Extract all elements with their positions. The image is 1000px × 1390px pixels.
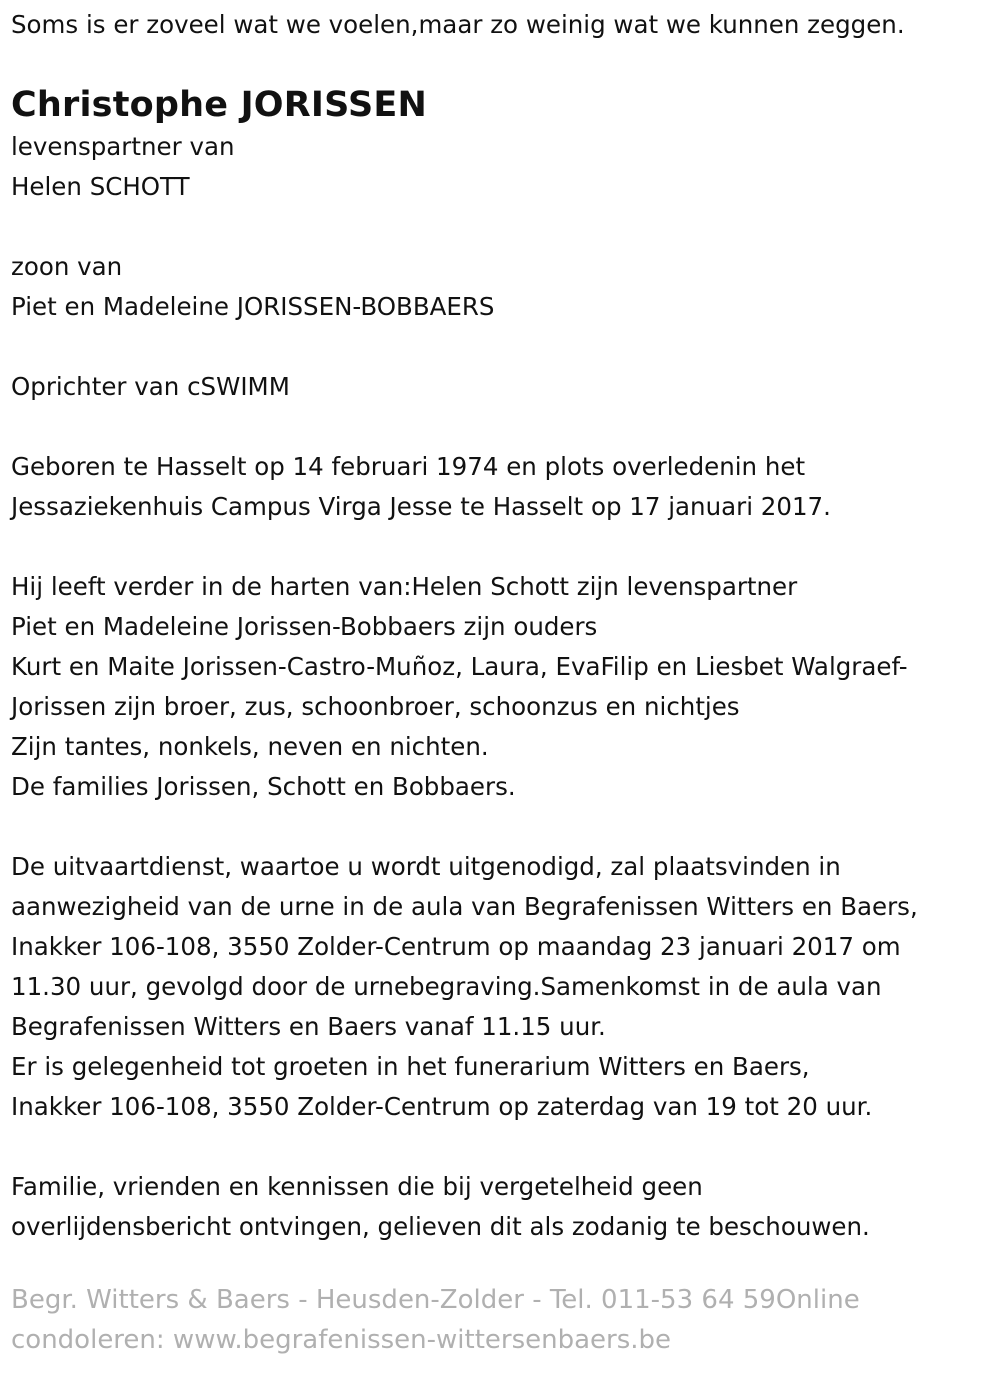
footer-line: Begr. Witters & Baers - Heusden-Zolder - Tel. 011-53 64 59Online xyxy=(11,1285,860,1315)
spacer xyxy=(11,207,996,247)
paragraph-line: Inakker 106-108, 3550 Zolder-Centrum op maandag 23 januari 2017 om xyxy=(11,932,901,961)
survivors-paragraph xyxy=(11,567,996,807)
funeral-home-footer xyxy=(11,1280,996,1360)
partner-name: Helen SCHOTT xyxy=(11,172,190,201)
paragraph-line: Begrafenissen Witters en Baers vanaf 11.15 uur. xyxy=(11,1012,606,1041)
paragraph-line: Zijn tantes, nonkels, neven en nichten. xyxy=(11,732,489,761)
paragraph-line: De uitvaartdienst, waartoe u wordt uitgenodigd, zal plaatsvinden in xyxy=(11,852,841,881)
paragraph-line: Geboren te Hasselt op 14 februari 1974 en plots overledenin het xyxy=(11,452,806,481)
paragraph-line: Familie, vrienden en kennissen die bij vergetelheid geen xyxy=(11,1172,703,1201)
founder-line: Oprichter van cSWIMM xyxy=(11,372,290,401)
parents-name: Piet en Madeleine JORISSEN-BOBBAERS xyxy=(11,292,495,321)
notice-paragraph xyxy=(11,1167,996,1247)
deceased-name: Christophe JORISSEN xyxy=(11,85,427,125)
spacer xyxy=(11,1127,996,1167)
footer-line: condoleren: www.begrafenissen-wittersenbaers.be xyxy=(11,1325,672,1355)
paragraph-line: Hij leeft verder in de harten van:Helen Schott zijn levenspartner xyxy=(11,572,798,601)
son-label: zoon van xyxy=(11,252,123,281)
spacer xyxy=(11,807,996,847)
paragraph-line: aanwezigheid van de urne in de aula van Begrafenissen Witters en Baers, xyxy=(11,892,918,921)
birth-death-paragraph xyxy=(11,447,996,527)
paragraph-line: Jorissen zijn broer, zus, schoonbroer, schoonzus en nichtjes xyxy=(11,692,740,721)
service-paragraph xyxy=(11,847,996,1127)
paragraph-line: Piet en Madeleine Jorissen-Bobbaers zijn ouders xyxy=(11,612,598,641)
paragraph-line: De families Jorissen, Schott en Bobbaers. xyxy=(11,772,516,801)
spacer xyxy=(11,527,996,567)
paragraph-line: Er is gelegenheid tot groeten in het funerarium Witters en Baers, xyxy=(11,1052,810,1081)
paragraph-line: 11.30 uur, gevolgd door de urnebegraving.Samenkomst in de aula van xyxy=(11,972,882,1001)
paragraph-line: Kurt en Maite Jorissen-Castro-Muñoz, Laura, EvaFilip en Liesbet Walgraef- xyxy=(11,652,908,681)
paragraph-line: Inakker 106-108, 3550 Zolder-Centrum op zaterdag van 19 tot 20 uur. xyxy=(11,1092,873,1121)
spacer xyxy=(11,407,996,447)
opening-quote: Soms is er zoveel wat we voelen,maar zo weinig wat we kunnen zeggen. xyxy=(11,10,905,39)
paragraph-line: Jessaziekenhuis Campus Virga Jesse te Hasselt op 17 januari 2017. xyxy=(11,492,831,521)
paragraph-line: overlijdensbericht ontvingen, gelieven dit als zodanig te beschouwen. xyxy=(11,1212,870,1241)
partner-label: levenspartner van xyxy=(11,132,235,161)
obituary-document xyxy=(11,0,996,1360)
spacer xyxy=(11,327,996,367)
